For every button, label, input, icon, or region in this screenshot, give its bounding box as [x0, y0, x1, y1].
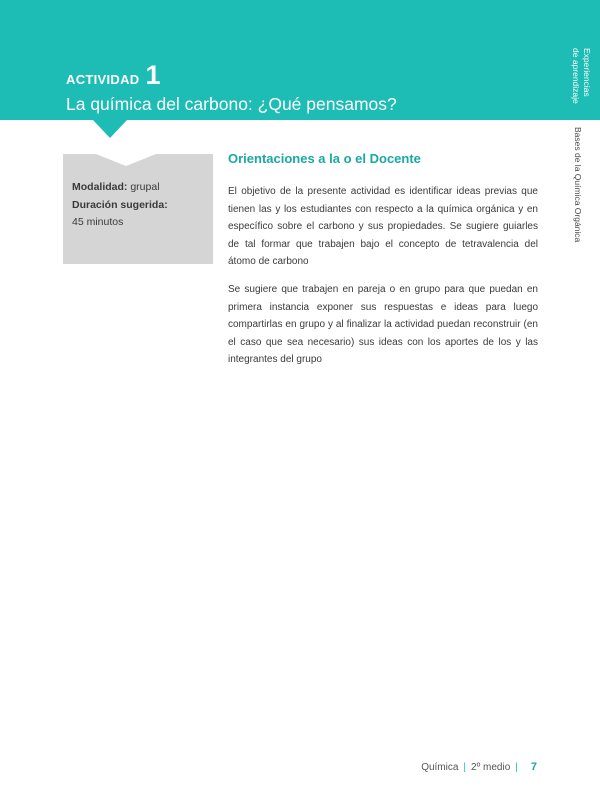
activity-info-box: [63, 154, 213, 264]
footer-separator-2: |: [515, 761, 518, 773]
activity-label-text: ACTIVIDAD: [66, 72, 140, 87]
duration-value: 45 minutos: [72, 216, 124, 228]
activity-label: [66, 62, 161, 89]
modality-value: grupal: [127, 181, 160, 193]
guidance-paragraph-1: El objetivo de la presente actividad es identificar ideas previas que tienen las y los estudiantes con respecto a la química orgánica y en específico sobre el carbono y sus propiedades. Se sugiere guiarles de tal formar que trabajen bajo el concepto de tetravalencia del átomo de carbono: [228, 186, 538, 267]
unit-title-vertical: Bases de la Química Orgánica: [573, 127, 583, 243]
activity-title: La química del carbono: ¿Qué pensamos?: [66, 94, 397, 114]
header-notch: [93, 120, 127, 138]
duration-label-line: [72, 199, 168, 211]
section-tab-line1: Experiencias: [582, 48, 592, 97]
footer-level: 2º medio: [471, 761, 511, 773]
duration-label: Duración sugerida:: [72, 199, 168, 211]
page-footer: [421, 761, 537, 773]
guidance-heading: Orientaciones a la o el Docente: [228, 151, 421, 166]
page-number: 7: [530, 761, 537, 773]
modality-label: Modalidad:: [72, 181, 128, 193]
info-box-notch: [96, 154, 156, 166]
section-tab-line2: de aprendizaje: [571, 48, 581, 104]
guidance-paragraph-2: Se sugiere que trabajen en pareja o en grupo para que puedan en primera instancia exponer sus respuestas e ideas para luego compartirlas en grupo y al finalizar la actividad puedan reconstruir (en el caso que sea necesario) sus ideas con los aportes de los y las integrantes del grupo: [228, 284, 538, 365]
activity-number: 1: [145, 60, 161, 90]
modality-line: [72, 181, 160, 193]
footer-separator: |: [463, 761, 467, 773]
footer-subject: Química: [421, 761, 459, 773]
